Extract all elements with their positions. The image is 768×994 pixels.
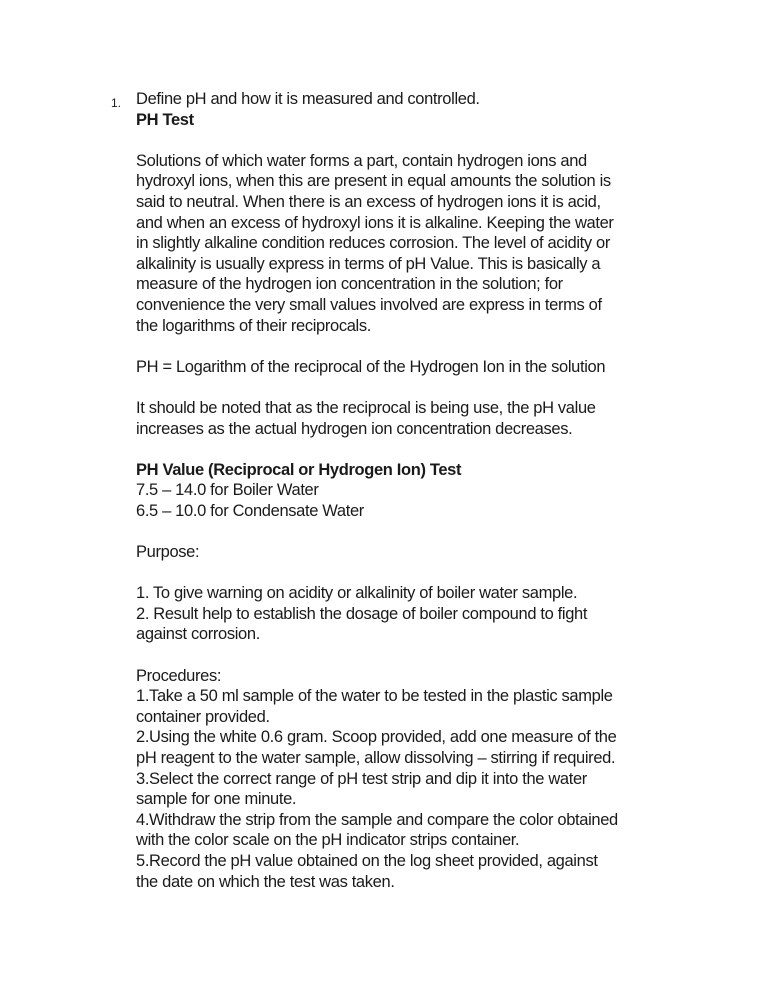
spacer — [136, 377, 696, 398]
note-paragraph — [136, 398, 696, 439]
text-line: said to neutral. When there is an excess of hydrogen ions it is acid, — [136, 192, 601, 211]
text-line: 2. Result help to establish the dosage of boiler compound to fight — [136, 604, 588, 623]
spacer — [136, 521, 696, 542]
text-line: and when an excess of hydroxyl ions it is alkaline. Keeping the water — [136, 213, 614, 232]
text-line: 2.Using the white 0.6 gram. Scoop provided, add one measure of the — [136, 728, 617, 747]
text-line: increases as the actual hydrogen ion concentration decreases. — [136, 419, 573, 438]
spacer — [136, 563, 696, 584]
text-line: 4.Withdraw the strip from the sample and compare the color obtained — [136, 810, 618, 829]
spacer — [136, 645, 696, 666]
text-line: hydroxyl ions, when this are present in equal amounts the solution is — [136, 172, 611, 191]
text-line: against corrosion. — [136, 625, 260, 644]
text-line: the date on which the test was taken. — [136, 872, 395, 891]
text-line: with the color scale on the pH indicator strips container. — [136, 831, 520, 850]
text-line: convenience the very small values involved are express in terms of — [136, 295, 602, 314]
text-line: container provided. — [136, 707, 270, 726]
procedures-heading: Procedures: — [136, 666, 222, 685]
spacer — [136, 439, 696, 460]
text-line: the logarithms of their reciprocals. — [136, 316, 372, 335]
question-line: Define pH and how it is measured and controlled. — [136, 90, 480, 108]
spacer — [136, 130, 696, 151]
text-line: measure of the hydrogen ion concentration in the solution; for — [136, 275, 563, 294]
formula-line: PH = Logarithm of the reciprocal of the Hydrogen Ion in the solution — [136, 357, 606, 376]
text-line: in slightly alkaline condition reduces corrosion. The level of acidity or — [136, 234, 610, 253]
purpose-heading: Purpose: — [136, 543, 200, 562]
text-line: sample for one minute. — [136, 790, 297, 809]
text-line: Solutions of which water forms a part, contain hydrogen ions and — [136, 151, 587, 170]
section-title: PH Test — [136, 110, 194, 129]
text-line: 5.Record the pH value obtained on the log sheet provided, against — [136, 851, 598, 870]
intro-paragraph — [136, 151, 696, 336]
text-line: 1.Take a 50 ml sample of the water to be tested in the plastic sample — [136, 687, 613, 706]
spacer — [136, 336, 696, 357]
document-content — [136, 89, 696, 892]
value-title: PH Value (Reciprocal or Hydrogen Ion) Test — [136, 460, 462, 479]
procedure-list — [136, 686, 696, 892]
text-line: alkalinity is usually express in terms of pH Value. This is basically a — [136, 254, 601, 273]
text-line: 1. To give warning on acidity or alkalinity of boiler water sample. — [136, 584, 578, 603]
value-range-condensate: 6.5 – 10.0 for Condensate Water — [136, 501, 364, 520]
purpose-list — [136, 583, 696, 645]
text-line: pH reagent to the water sample, allow dissolving – stirring if required. — [136, 749, 616, 767]
text-line: 3.Select the correct range of pH test strip and dip it into the water — [136, 769, 587, 788]
list-item-number: 1. — [111, 96, 122, 110]
value-range-boiler: 7.5 – 14.0 for Boiler Water — [136, 481, 319, 500]
text-line: It should be noted that as the reciprocal is being use, the pH value — [136, 398, 596, 417]
